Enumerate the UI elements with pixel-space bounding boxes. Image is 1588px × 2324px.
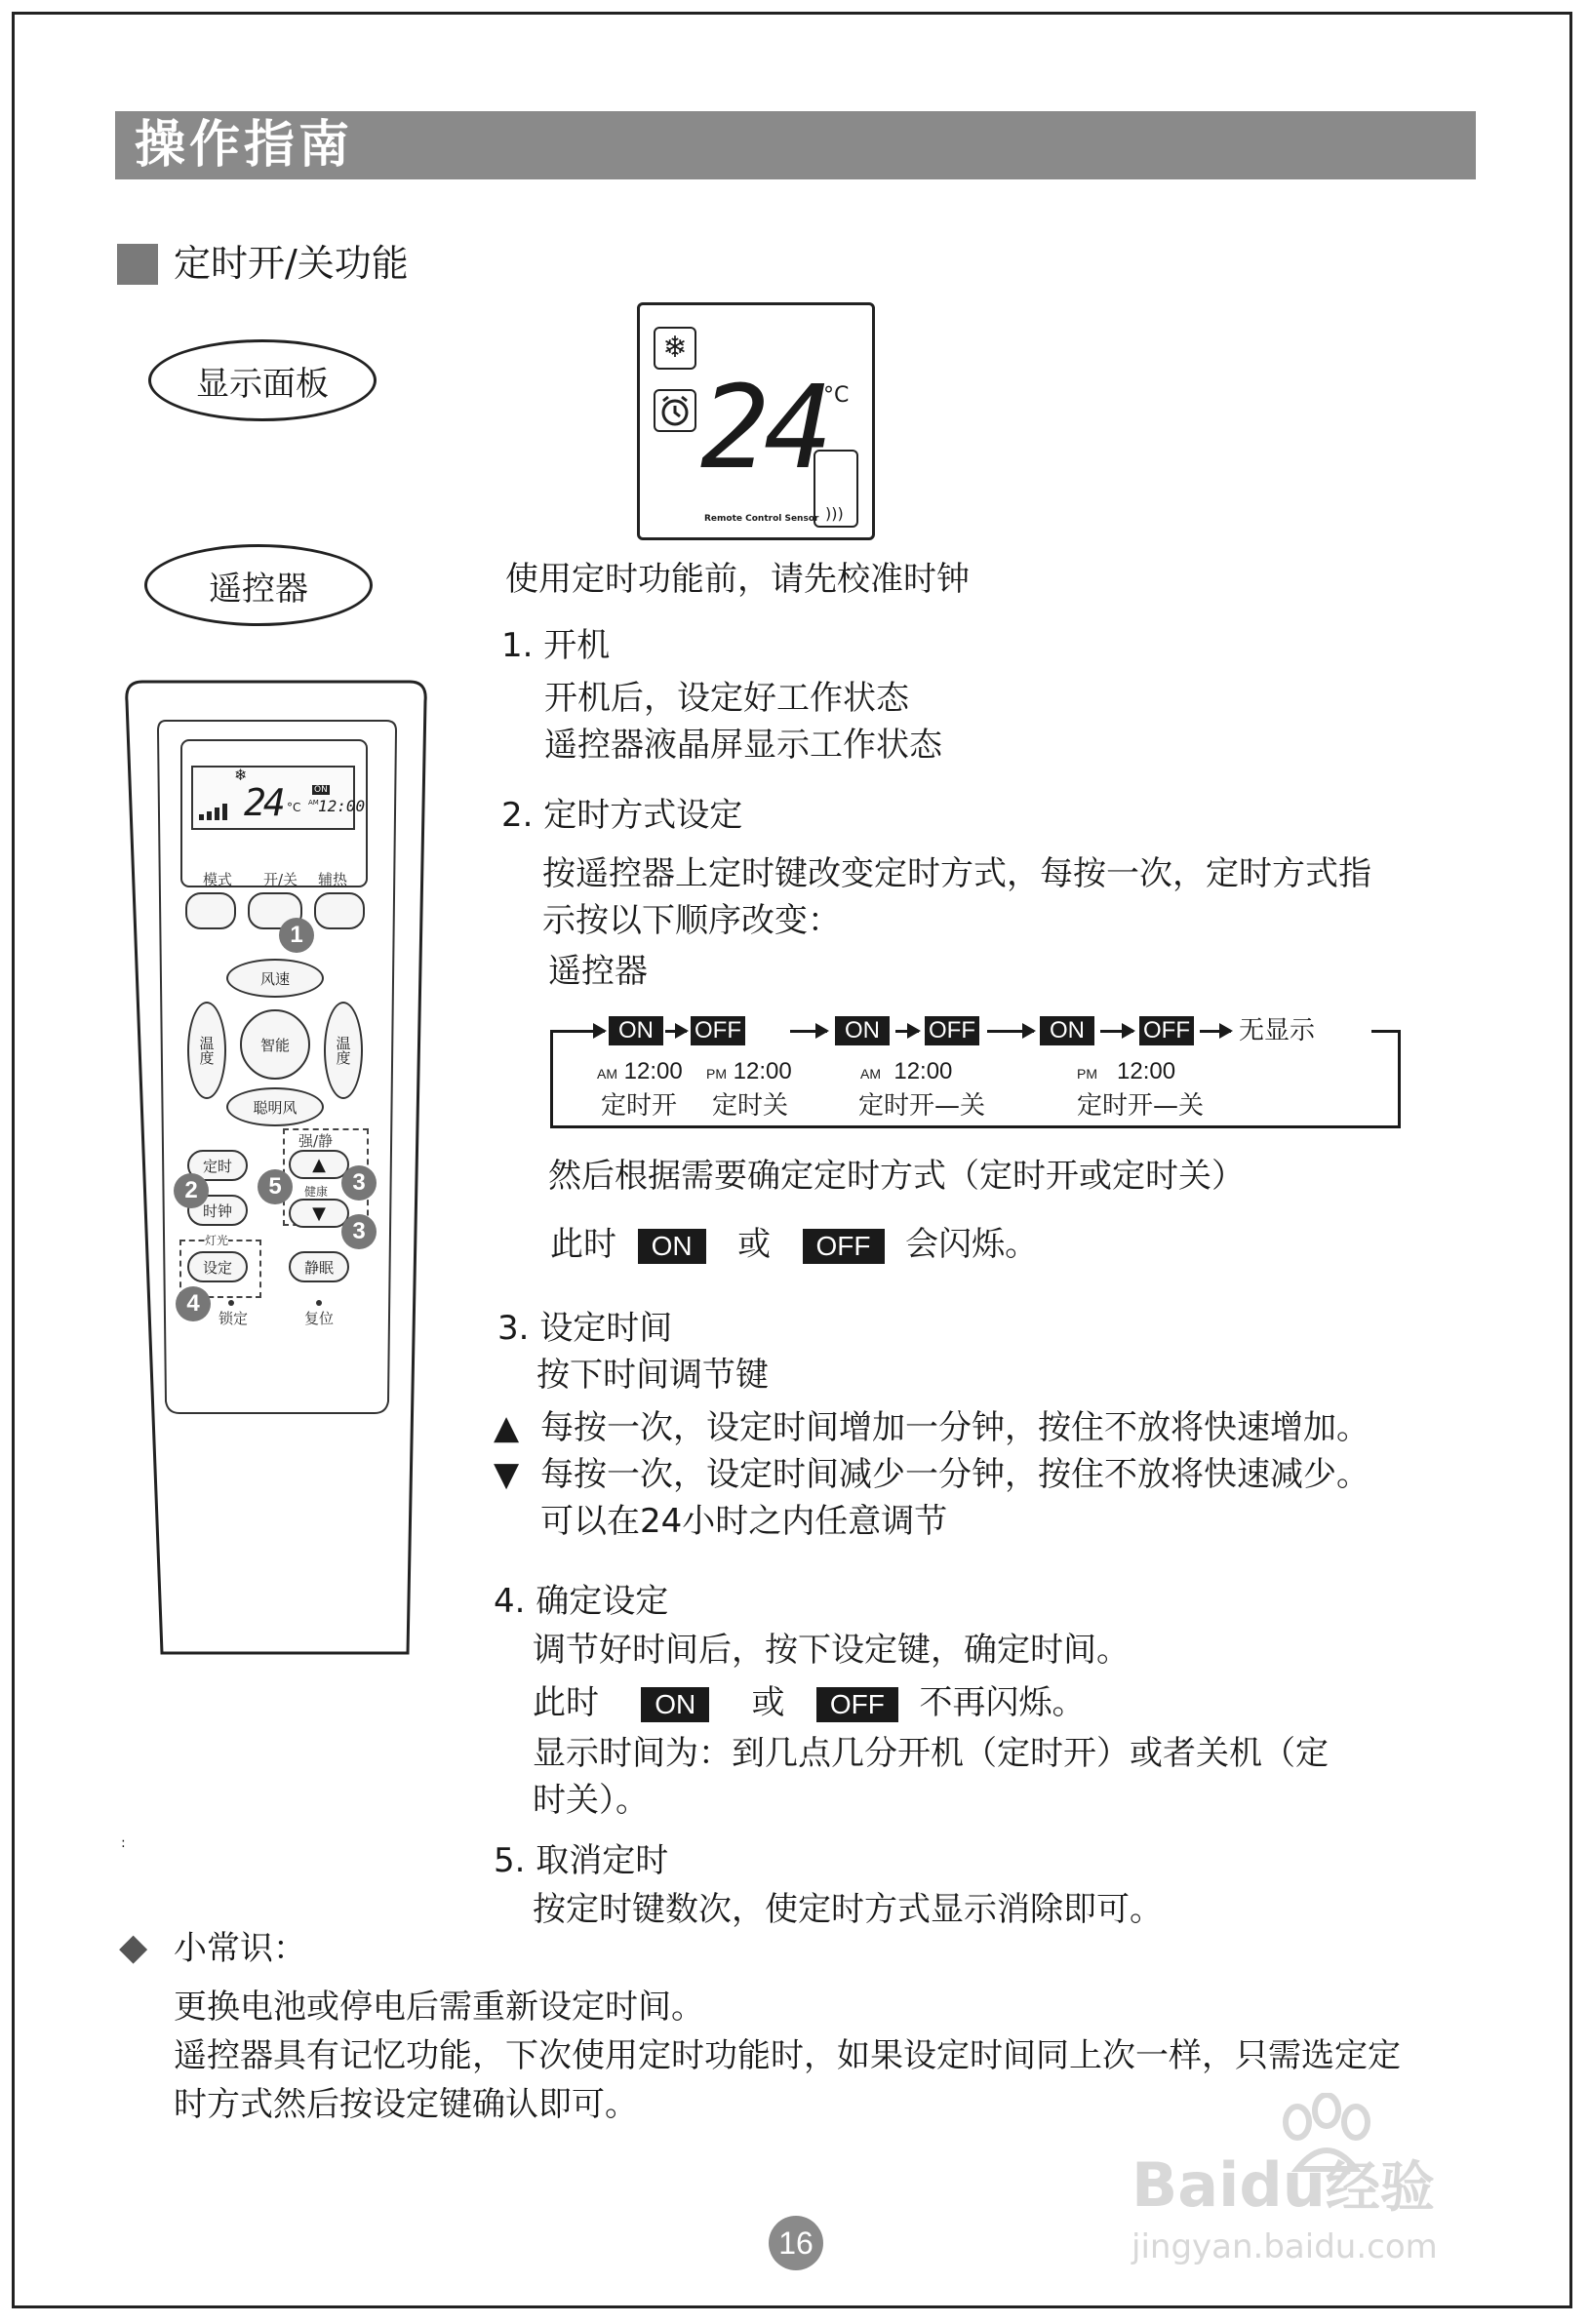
seq-arrow-5 xyxy=(1100,1030,1133,1033)
seq-arrow-4 xyxy=(987,1030,1034,1033)
strong-quiet-label: 强/静 xyxy=(298,1132,334,1150)
aux-heat-button[interactable] xyxy=(314,892,365,929)
display-panel-oval: 显示面板 xyxy=(148,339,377,421)
seq-pill-on-1: ON xyxy=(609,1016,663,1045)
fan-speed-button[interactable]: 风速 xyxy=(226,959,324,998)
clock-button[interactable]: 时钟 xyxy=(187,1195,248,1226)
step2-title: 2. 定时方式设定 xyxy=(501,796,743,835)
alarm-clock-icon xyxy=(654,389,696,432)
on-indicator-2: ON xyxy=(641,1687,709,1722)
lcd-time: 12:00 xyxy=(318,797,366,815)
on-indicator: ON xyxy=(638,1229,706,1264)
panel-unit: °C xyxy=(823,383,850,408)
snowflake-icon: ❄ xyxy=(654,327,696,370)
loop-bottom-line xyxy=(550,1125,1401,1128)
mode-button[interactable] xyxy=(185,892,236,929)
sleep-button[interactable]: 静眠 xyxy=(289,1251,349,1282)
stray-mark: : xyxy=(121,1835,126,1851)
timer-sequence-diagram xyxy=(550,1012,1403,1129)
lcd-snowflake-icon: ❄ xyxy=(234,766,248,784)
seq-time-4: PM 12:00 xyxy=(1077,1058,1176,1084)
seq-pill-off-3: OFF xyxy=(1139,1016,1194,1045)
seq-label-3: 定时开—关 xyxy=(858,1091,986,1121)
seq-arrow-1 xyxy=(665,1030,687,1033)
step4-title: 4. 确定设定 xyxy=(494,1582,669,1621)
display-panel xyxy=(637,302,875,540)
down-button[interactable]: ▼ xyxy=(289,1199,349,1228)
step3-line4: 可以在24小时之内任意调节 xyxy=(540,1502,948,1541)
remote-lcd xyxy=(191,766,366,830)
lcd-ampm: AM xyxy=(308,799,319,807)
step5-line1: 按定时键数次，使定时方式显示消除即可。 xyxy=(533,1890,1163,1929)
step2-line1: 按遥控器上定时键改变定时方式，每按一次，定时方式指 xyxy=(542,854,1371,893)
lock-label: 锁定 xyxy=(218,1310,249,1327)
up-button[interactable]: ▲ xyxy=(289,1150,349,1179)
step4-blink-line: 此时 ON 或 OFF 不再闪烁。 xyxy=(533,1683,1086,1722)
page-title: 操作指南 xyxy=(135,116,354,175)
step3-down-mark: ▼ xyxy=(494,1455,520,1494)
step3-up-text: 每按一次，设定时间增加一分钟，按住不放将快速增加。 xyxy=(540,1408,1370,1447)
seq-label-2: 定时关 xyxy=(712,1091,789,1121)
seq-pill-on-2: ON xyxy=(835,1016,890,1045)
step-badge-4: 4 xyxy=(176,1286,211,1321)
seq-arrow-6 xyxy=(1200,1030,1231,1033)
reset-label: 复位 xyxy=(304,1310,335,1327)
step5-title: 5. 取消定时 xyxy=(494,1841,669,1880)
off-indicator-2: OFF xyxy=(816,1687,898,1722)
step-badge-3-up: 3 xyxy=(341,1165,377,1201)
off-indicator: OFF xyxy=(803,1229,885,1264)
signal-icon: ))) xyxy=(825,504,844,523)
seq-end-label: 无显示 xyxy=(1239,1016,1316,1045)
health-label: 健康 xyxy=(304,1185,329,1199)
section-marker xyxy=(117,244,158,285)
lcd-unit: °C xyxy=(287,801,301,814)
page-number: 16 xyxy=(769,2216,823,2270)
smart-wind-button[interactable]: 聪明风 xyxy=(226,1087,324,1126)
step-badge-1: 1 xyxy=(279,918,314,953)
step2-blink-line: 此时 ON 或 OFF 会闪烁。 xyxy=(550,1225,1039,1264)
seq-arrow-2 xyxy=(790,1030,827,1033)
lcd-signal-bars-icon xyxy=(199,803,234,824)
seq-label-4: 定时开—关 xyxy=(1077,1091,1205,1121)
seq-time-1: AM 12:00 xyxy=(597,1058,683,1084)
intro-text: 使用定时功能前，请先校准时钟 xyxy=(505,560,970,599)
step3-down-text: 每按一次，设定时间减少一分钟，按住不放将快速减少。 xyxy=(540,1455,1370,1494)
power-label: 开/关 xyxy=(263,871,298,888)
remote-sensor-window xyxy=(814,450,858,528)
temp-down-button[interactable]: 温度 xyxy=(324,1002,363,1099)
seq-pill-off-2: OFF xyxy=(925,1016,979,1045)
step-badge-3-down: 3 xyxy=(341,1214,377,1249)
step1-line2: 遥控器液晶屏显示工作状态 xyxy=(544,726,942,765)
seq-pill-on-3: ON xyxy=(1040,1016,1094,1045)
remote-oval: 遥控器 xyxy=(144,544,373,626)
seq-time-3: AM 12:00 xyxy=(860,1058,953,1084)
step-badge-2: 2 xyxy=(174,1173,209,1208)
tips-line3: 时方式然后按设定键确认即可。 xyxy=(174,2085,638,2124)
panel-temperature: 24 xyxy=(700,360,828,494)
step1-line1: 开机后，设定好工作状态 xyxy=(544,679,909,718)
seq-arrow-0 xyxy=(550,1030,605,1033)
step4-line4: 时关）。 xyxy=(533,1781,649,1820)
step3-up-mark: ▲ xyxy=(494,1408,520,1447)
seq-pill-off-1: OFF xyxy=(691,1016,745,1045)
tips-line2: 遥控器具有记忆功能，下次使用定时功能时，如果设定时间同上次一样，只需选定定 xyxy=(174,2036,1401,2075)
seq-arrow-3 xyxy=(895,1030,919,1033)
step1-title: 1. 开机 xyxy=(501,626,611,665)
reset-hole[interactable] xyxy=(316,1300,322,1306)
step4-line3: 显示时间为：到几点几分开机（定时开）或者关机（定 xyxy=(533,1734,1329,1773)
step2-line2: 示按以下顺序改变： xyxy=(542,901,841,940)
step4-line1: 调节好时间后，按下设定键，确定时间。 xyxy=(533,1631,1130,1670)
lcd-temperature: 24 xyxy=(244,781,283,824)
tips-diamond-icon: ◆ xyxy=(119,1925,148,1968)
mode-label: 模式 xyxy=(203,871,233,888)
sensor-label: Remote Control Sensor xyxy=(704,514,819,524)
step3-title: 3. 设定时间 xyxy=(497,1309,673,1348)
timer-button[interactable]: 定时 xyxy=(187,1150,248,1181)
temp-up-button[interactable]: 温度 xyxy=(187,1002,226,1099)
watermark-url: jingyan.baidu.com xyxy=(1131,2227,1438,2266)
section-title: 定时开/关功能 xyxy=(174,242,409,285)
step-badge-5: 5 xyxy=(258,1169,293,1204)
seq-time-2: PM 12:00 xyxy=(706,1058,792,1084)
smart-button[interactable]: 智能 xyxy=(240,1009,310,1080)
loop-right-line xyxy=(1398,1030,1401,1127)
light-label: 灯光 xyxy=(205,1234,229,1247)
step2-line3: 遥控器 xyxy=(548,952,648,991)
tips-title: 小常识： xyxy=(174,1929,306,1968)
remote-control xyxy=(123,680,429,1655)
seq-label-1: 定时开 xyxy=(601,1091,678,1121)
set-button[interactable]: 设定 xyxy=(187,1251,248,1282)
loop-left-line xyxy=(550,1030,553,1125)
aux-heat-label: 辅热 xyxy=(318,871,348,888)
step3-line1: 按下时间调节键 xyxy=(536,1356,769,1395)
tips-line1: 更换电池或停电后需重新设定时间。 xyxy=(174,1988,704,2027)
loop-top-right-line xyxy=(1371,1030,1401,1033)
step2-after-text: 然后根据需要确定定时方式（定时开或定时关） xyxy=(548,1157,1245,1196)
lcd-on-indicator: ON xyxy=(314,785,328,795)
lock-hole[interactable] xyxy=(228,1300,234,1306)
watermark-brand: Baidu经验 xyxy=(1131,2149,1435,2221)
